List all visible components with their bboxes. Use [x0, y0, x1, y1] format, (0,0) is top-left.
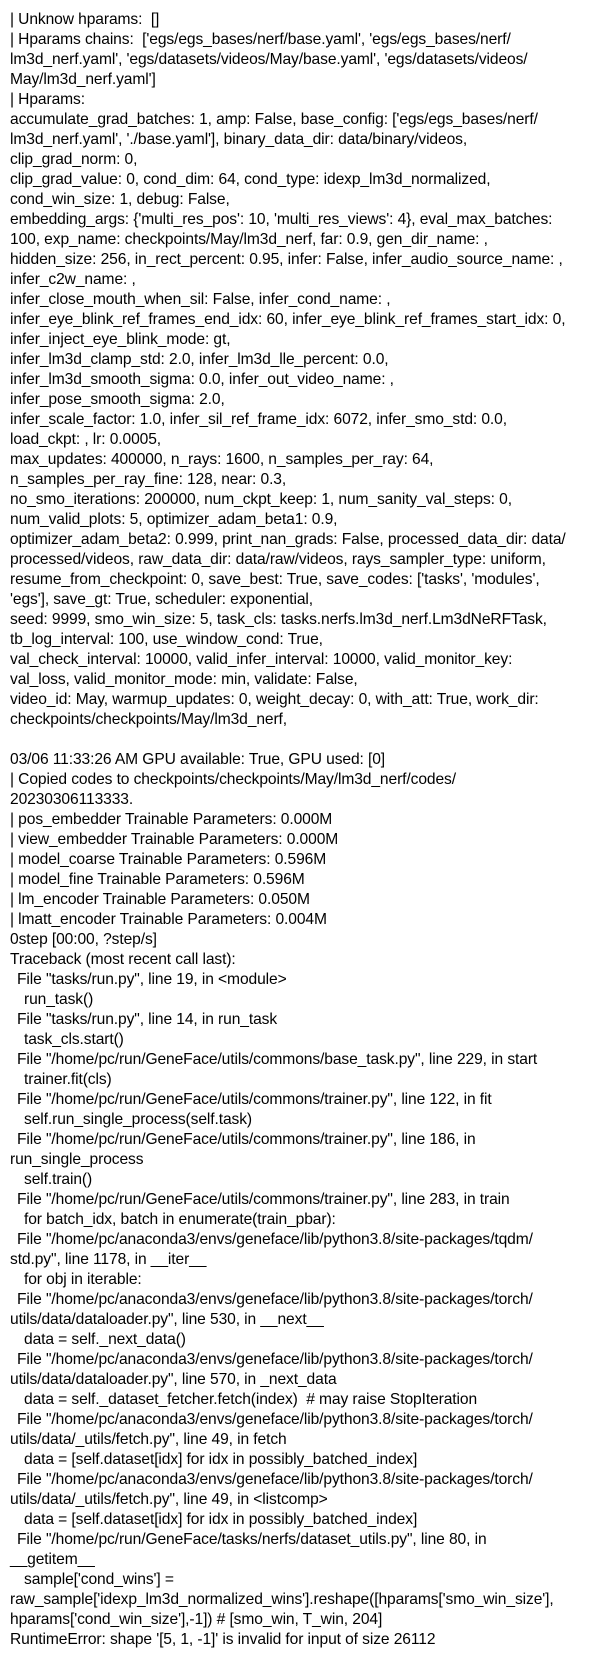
console-line: utils/data/dataloader.py", line 530, in __next__: [10, 1311, 324, 1328]
console-line: File "/home/pc/run/GeneFace/utils/commons/trainer.py", line 283, in train: [17, 1191, 510, 1208]
console-line: task_cls.start(): [24, 1031, 124, 1048]
console-line: checkpoints/checkpoints/May/lm3d_nerf,: [10, 711, 288, 728]
console-line: optimizer_adam_beta2: 0.999, print_nan_grads: False, processed_data_dir: data/: [10, 531, 566, 548]
console-line: | Hparams chains: ['egs/egs_bases/nerf/base.yaml', 'egs/egs_bases/nerf/: [10, 31, 511, 48]
console-line: n_samples_per_ray_fine: 128, near: 0.3,: [10, 471, 287, 488]
console-line: hidden_size: 256, in_rect_percent: 0.95, infer: False, infer_audio_source_name: ,: [10, 251, 563, 268]
console-line: File "tasks/run.py", line 19, in <module>: [17, 971, 287, 988]
console-line: num_valid_plots: 5, optimizer_adam_beta1: 0.9,: [10, 511, 338, 528]
console-line: | lmatt_encoder Trainable Parameters: 0.004M: [10, 911, 327, 928]
console-line: no_smo_iterations: 200000, num_ckpt_keep: 1, num_sanity_val_steps: 0,: [10, 491, 512, 508]
console-line: seed: 9999, smo_win_size: 5, task_cls: tasks.nerfs.lm3d_nerf.Lm3dNeRFTask,: [10, 611, 547, 628]
console-line: lm3d_nerf.yaml', 'egs/datasets/videos/May/base.yaml', 'egs/datasets/videos/: [10, 51, 528, 68]
console-line: utils/data/_utils/fetch.py", line 49, in <listcomp>: [10, 1491, 328, 1508]
console-line: 03/06 11:33:26 AM GPU available: True, GPU used: [0]: [10, 751, 386, 768]
console-line: data = self._dataset_fetcher.fetch(index) # may raise StopIteration: [24, 1391, 478, 1408]
console-line: tb_log_interval: 100, use_window_cond: True,: [10, 631, 323, 648]
console-line: File "/home/pc/anaconda3/envs/geneface/lib/python3.8/site-packages/torch/: [17, 1291, 533, 1308]
console-line: infer_eye_blink_ref_frames_end_idx: 60, infer_eye_blink_ref_frames_start_idx: 0,: [10, 311, 566, 328]
console-line: | lm_encoder Trainable Parameters: 0.050M: [10, 891, 310, 908]
console-line: | model_coarse Trainable Parameters: 0.596M: [10, 851, 327, 868]
console-line: File "/home/pc/run/GeneFace/tasks/nerfs/dataset_utils.py", line 80, in: [17, 1531, 487, 1548]
console-line: | Hparams:: [10, 91, 85, 108]
console-line: RuntimeError: shape '[5, 1, -1]' is invalid for input of size 26112: [10, 1631, 436, 1648]
console-line: embedding_args: {'multi_res_pos': 10, 'multi_res_views': 4}, eval_max_batches:: [10, 211, 553, 228]
console-line: 0step [00:00, ?step/s]: [10, 931, 157, 948]
console-line: resume_from_checkpoint: 0, save_best: True, save_codes: ['tasks', 'modules',: [10, 571, 540, 588]
console-line: File "tasks/run.py", line 14, in run_task: [17, 1011, 278, 1028]
console-line: data = [self.dataset[idx] for idx in possibly_batched_index]: [24, 1511, 418, 1528]
console-line: File "/home/pc/anaconda3/envs/geneface/lib/python3.8/site-packages/torch/: [17, 1351, 533, 1368]
console-line: May/lm3d_nerf.yaml']: [10, 71, 156, 88]
console-line: lm3d_nerf.yaml', './base.yaml'], binary_data_dir: data/binary/videos,: [10, 131, 468, 148]
console-line: processed/videos, raw_data_dir: data/raw/videos, rays_sampler_type: uniform,: [10, 551, 546, 568]
console-output: [10, 10, 595, 1650]
console-line: infer_lm3d_smooth_sigma: 0.0, infer_out_video_name: ,: [10, 371, 394, 388]
console-line: infer_scale_factor: 1.0, infer_sil_ref_frame_idx: 6072, infer_smo_std: 0.0,: [10, 411, 507, 428]
console-line: | Unknow hparams: []: [10, 11, 160, 28]
console-line: infer_lm3d_clamp_std: 2.0, infer_lm3d_lle_percent: 0.0,: [10, 351, 389, 368]
console-line: std.py", line 1178, in __iter__: [10, 1251, 207, 1268]
console-line: self.run_single_process(self.task): [24, 1111, 253, 1128]
console-line: File "/home/pc/run/GeneFace/utils/commons/trainer.py", line 122, in fit: [17, 1091, 492, 1108]
console-line: accumulate_grad_batches: 1, amp: False, base_config: ['egs/egs_bases/nerf/: [10, 111, 538, 128]
console-line: | Copied codes to checkpoints/checkpoints/May/lm3d_nerf/codes/: [10, 771, 456, 788]
console-line: File "/home/pc/run/GeneFace/utils/commons/trainer.py", line 186, in: [17, 1131, 476, 1148]
console-line: 20230306113333.: [10, 791, 134, 808]
console-line: data = [self.dataset[idx] for idx in possibly_batched_index]: [24, 1451, 418, 1468]
console-line: utils/data/_utils/fetch.py", line 49, in fetch: [10, 1431, 287, 1448]
console-line: infer_pose_smooth_sigma: 2.0,: [10, 391, 225, 408]
console-line: | model_fine Trainable Parameters: 0.596M: [10, 871, 305, 888]
console-line: clip_grad_value: 0, cond_dim: 64, cond_type: idexp_lm3d_normalized,: [10, 171, 491, 188]
console-line: 100, exp_name: checkpoints/May/lm3d_nerf, far: 0.9, gen_dir_name: ,: [10, 231, 488, 248]
console-line: self.train(): [24, 1171, 93, 1188]
console-line: | view_embedder Trainable Parameters: 0.000M: [10, 831, 339, 848]
console-line: data = self._next_data(): [24, 1331, 186, 1348]
console-line: load_ckpt: , lr: 0.0005,: [10, 431, 162, 448]
console-line: __getitem__: [10, 1551, 95, 1568]
console-line: hparams['cond_win_size'],-1]) # [smo_win, T_win, 204]: [10, 1611, 383, 1628]
console-line: 'egs'], save_gt: True, scheduler: exponential,: [10, 591, 314, 608]
console-line: for obj in iterable:: [24, 1271, 142, 1288]
console-line: cond_win_size: 1, debug: False,: [10, 191, 230, 208]
console-line: val_loss, valid_monitor_mode: min, validate: False,: [10, 671, 358, 688]
console-line: sample['cond_wins'] =: [24, 1571, 174, 1588]
console-line: File "/home/pc/anaconda3/envs/geneface/lib/python3.8/site-packages/torch/: [17, 1411, 533, 1428]
console-line: infer_close_mouth_when_sil: False, infer_cond_name: ,: [10, 291, 391, 308]
console-line: [10, 730, 595, 750]
console-line: run_task(): [24, 991, 94, 1008]
console-line: max_updates: 400000, n_rays: 1600, n_samples_per_ray: 64,: [10, 451, 434, 468]
console-line: Traceback (most recent call last):: [10, 951, 236, 968]
console-line: infer_c2w_name: ,: [10, 271, 136, 288]
console-line: infer_inject_eye_blink_mode: gt,: [10, 331, 231, 348]
console-line: raw_sample['idexp_lm3d_normalized_wins'].reshape([hparams['smo_win_size'],: [10, 1591, 554, 1608]
console-line: | pos_embedder Trainable Parameters: 0.000M: [10, 811, 333, 828]
console-line: utils/data/dataloader.py", line 570, in _next_data: [10, 1371, 337, 1388]
console-line: val_check_interval: 10000, valid_infer_interval: 10000, valid_monitor_key:: [10, 651, 513, 668]
console-line: File "/home/pc/anaconda3/envs/geneface/lib/python3.8/site-packages/tqdm/: [17, 1231, 533, 1248]
console-line: trainer.fit(cls): [24, 1071, 112, 1088]
console-line: File "/home/pc/run/GeneFace/utils/commons/base_task.py", line 229, in start: [17, 1051, 538, 1068]
console-line: clip_grad_norm: 0,: [10, 151, 138, 168]
console-line: video_id: May, warmup_updates: 0, weight_decay: 0, with_att: True, work_dir:: [10, 691, 539, 708]
console-line: File "/home/pc/anaconda3/envs/geneface/lib/python3.8/site-packages/torch/: [17, 1471, 533, 1488]
console-line: run_single_process: [10, 1151, 144, 1168]
console-line: for batch_idx, batch in enumerate(train_pbar):: [24, 1211, 336, 1228]
